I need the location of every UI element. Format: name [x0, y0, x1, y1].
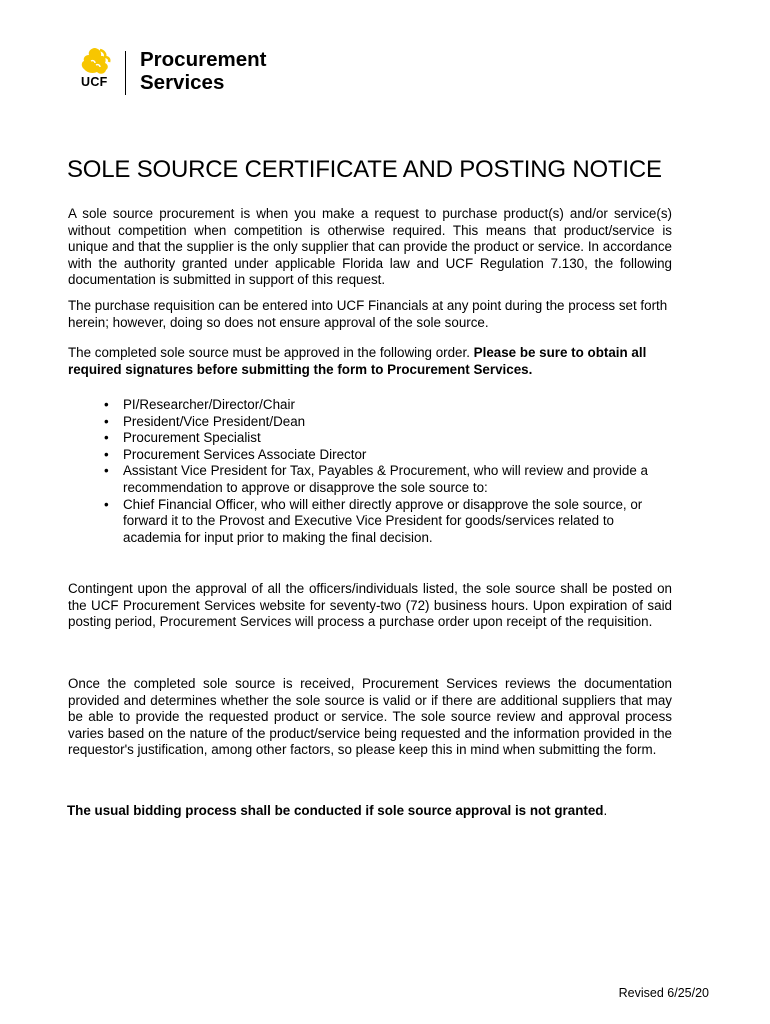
- approver-item: • President/Vice President/Dean: [104, 414, 664, 431]
- approver-list: [104, 397, 664, 546]
- department-line-1: Procurement: [140, 48, 267, 71]
- document-title: SOLE SOURCE CERTIFICATE AND POSTING NOTICE: [67, 156, 662, 183]
- approval-order-text: The completed sole source must be approved in the following order.: [68, 345, 474, 360]
- approver-item: • Assistant Vice President for Tax, Payables & Procurement, who will review and provide a recommendation to approve or disapprove the sole source to:: [104, 463, 664, 496]
- closing-statement: [67, 803, 607, 820]
- revision-date: Revised 6/25/20: [618, 986, 709, 1000]
- closing-period: .: [603, 803, 608, 818]
- approver-item: • Procurement Specialist: [104, 430, 664, 447]
- department-line-2: Services: [140, 71, 225, 94]
- logo-divider: [125, 51, 126, 95]
- approver-item: • Procurement Services Associate Director: [104, 447, 664, 464]
- review-paragraph: Once the completed sole source is received, Procurement Services reviews the documentation provided and determines whether the sole source is valid or if there are additional suppliers that may be able to provide the requested product or service. The sole source review and approval process varies based on the nature of the product/service being requested and the information provided in the requestor's justification, among other factors, so please keep this in mind when submitting the form.: [68, 676, 672, 758]
- department-name: [140, 48, 266, 94]
- approver-item: • PI/Researcher/Director/Chair: [104, 397, 664, 414]
- approval-order-emphasis: Please be sure to obtain all required signatures before submitting the form to Procurement Services.: [68, 345, 647, 377]
- ucf-wordmark: UCF: [81, 75, 108, 89]
- ucf-procurement-logo: [80, 46, 300, 98]
- intro-paragraph: A sole source procurement is when you make a request to purchase product(s) and/or service(s) without competition when competition is otherwise required. This means that product/service is unique and that the supplier is the only supplier that can provide the product or service. In accordance with the authority granted under applicable Florida law and UCF Regulation 7.130, the following documentation is submitted in support of this request.: [68, 206, 672, 288]
- closing-statement-text: The usual bidding process shall be conducted if sole source approval is not granted: [67, 803, 604, 818]
- posting-paragraph: Contingent upon the approval of all the officers/individuals listed, the sole source shall be posted on the UCF Procurement Services website for seventy-two (72) business hours. Upon expiration of said posting period, Procurement Services will process a purchase order upon receipt of the requisition.: [68, 581, 672, 630]
- approver-item: • Chief Financial Officer, who will either directly approve or disapprove the sole source, or forward it to the Provost and Executive Vice President for goods/services related to academia for input prior to making the final decision.: [104, 497, 664, 547]
- requisition-note: The purchase requisition can be entered into UCF Financials at any point during the process set forth herein; however, doing so does not ensure approval of the sole source.: [68, 298, 668, 330]
- approval-order-paragraph: [68, 345, 672, 378]
